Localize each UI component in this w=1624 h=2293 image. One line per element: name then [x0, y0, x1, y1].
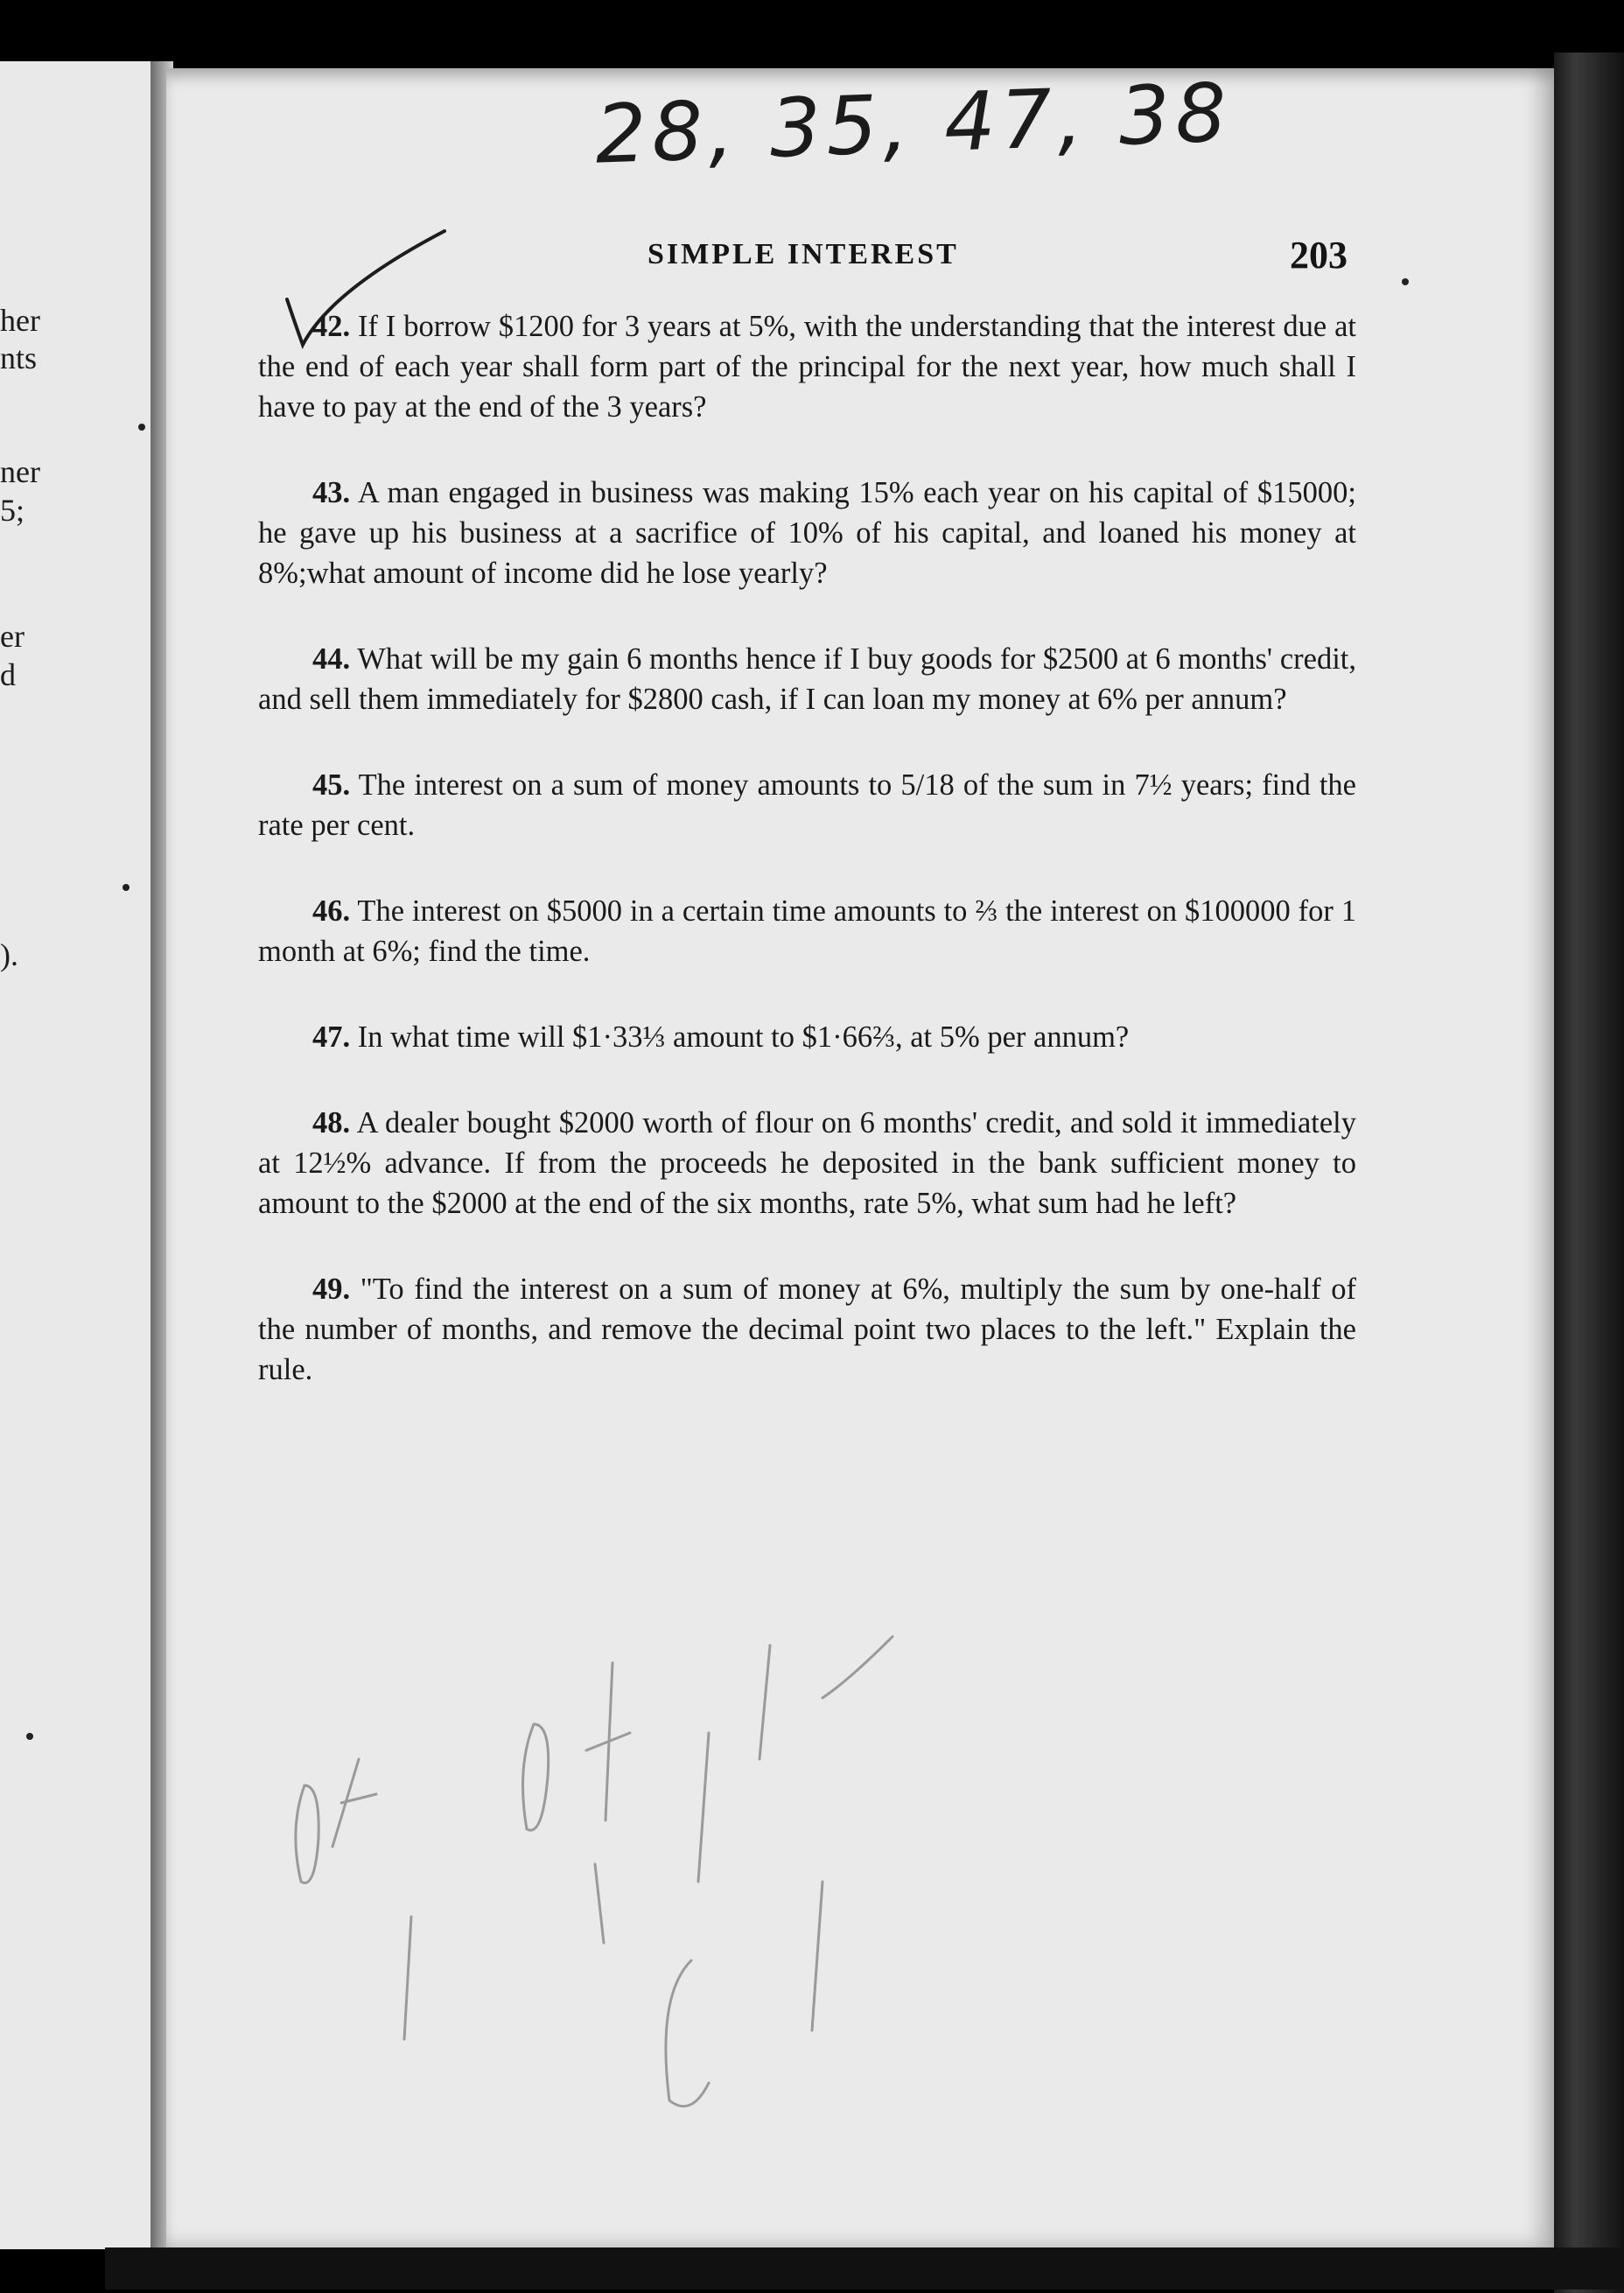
handwritten-page-numbers: 28, 35, 47, 38: [593, 66, 1234, 182]
page-bottom-border: [105, 2247, 1624, 2289]
problem-number: 42.: [312, 310, 351, 343]
problem-number: 48.: [312, 1106, 351, 1139]
problem-text: If I borrow $1200 for 3 years at 5%, with the understanding that the interest due at the end of each year shall form part of the principal for the next year, how much shall I have to pay at the end of the 3 years?: [258, 310, 1356, 424]
left-page-fragment: ner: [0, 454, 40, 489]
problem-number: 43.: [312, 476, 351, 509]
scan-speck: [1402, 278, 1409, 285]
problem-43: [258, 473, 1356, 593]
scan-speck: [26, 1733, 33, 1740]
problem-46: [258, 891, 1356, 971]
left-page-fragment: nts: [0, 340, 38, 375]
problem-48: [258, 1103, 1356, 1224]
problem-49: [258, 1269, 1356, 1390]
pencil-marks: [280, 1628, 1120, 2153]
problem-text: What will be my gain 6 months hence if I buy goods for $2500 at 6 months' credit, and sell them immediately for $2800 cash, if I can loan my money at 6% per annum?: [258, 642, 1356, 716]
page-number: 203: [1290, 234, 1348, 277]
left-facing-page: [0, 61, 158, 2249]
problem-text: "To find the interest on a sum of money at 6%, multiply the sum by one-half of the number of months, and remove the decimal point two places to the left." Explain the rule.: [258, 1273, 1356, 1386]
left-page-fragment: her: [0, 303, 40, 338]
scan-speck: [138, 424, 145, 431]
problem-number: 46.: [312, 894, 351, 928]
problem-text: The interest on a sum of money amounts to 5/18 of the sum in 7½ years; find the rate per cent.: [258, 768, 1356, 842]
left-page-fragment: 5;: [0, 493, 25, 528]
scan-speck: [122, 884, 130, 891]
problem-42: [258, 306, 1356, 427]
problem-text: A man engaged in business was making 15% each year on his capital of $15000; he gave up his business at a sacrifice of 10% of his capital, and loaned his money at 8%;what amount of income did he lose yearly?: [258, 476, 1356, 590]
problem-number: 45.: [312, 768, 351, 802]
left-page-fragment: d: [0, 657, 16, 692]
problem-text: The interest on $5000 in a certain time amounts to ⅔ the interest on $100000 for 1 month at 6%; find the time.: [258, 894, 1356, 968]
problem-number: 49.: [312, 1273, 351, 1306]
running-head: SIMPLE INTEREST: [648, 238, 959, 270]
problem-45: [258, 765, 1356, 845]
problem-text: A dealer bought $2000 worth of flour on 6 months' credit, and sold it immediately at 12½% advance. If from the proceeds he deposited in the bank sufficient money to amount to the $2000 at the end of the six months, rate 5%, what sum had he left?: [258, 1106, 1356, 1220]
problem-number: 44.: [312, 642, 351, 676]
problem-44: [258, 639, 1356, 719]
problem-number: 47.: [312, 1020, 351, 1054]
problem-text: In what time will $1·33⅓ amount to $1·66⅔, at 5% per annum?: [357, 1020, 1130, 1054]
left-page-fragment: er: [0, 619, 24, 654]
problem-47: [258, 1017, 1356, 1057]
page-edge: [1554, 53, 1624, 2293]
problem-list: [258, 306, 1356, 1435]
left-page-fragment: ).: [0, 937, 18, 972]
